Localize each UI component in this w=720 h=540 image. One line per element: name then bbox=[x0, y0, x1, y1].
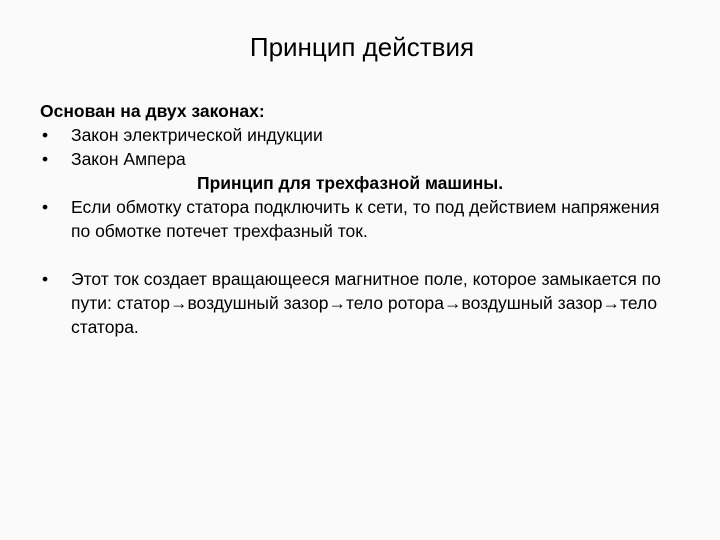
bullet-icon: • bbox=[42, 269, 49, 289]
bullet-icon: • bbox=[42, 197, 49, 217]
laws-list bbox=[40, 123, 680, 171]
slide-title: Принцип действия bbox=[249, 32, 475, 62]
list-item bbox=[40, 195, 680, 243]
law-text: Закон Ампера bbox=[71, 149, 186, 169]
laws-heading: Основан на двух законах: bbox=[40, 101, 265, 121]
three-phase-subheading: Принцип для трехфазной машины. bbox=[197, 173, 504, 193]
bullet-icon: • bbox=[42, 125, 49, 145]
point-text: Если обмотку статора подключить к сети, то под действием напряжения по обмотке потечет трехфазный ток. bbox=[71, 197, 660, 241]
bullet-icon: • bbox=[42, 149, 49, 169]
list-item bbox=[40, 267, 680, 339]
list-item bbox=[40, 147, 680, 171]
list-item bbox=[40, 123, 680, 147]
law-text: Закон электрической индукции bbox=[71, 125, 323, 145]
point-text: Этот ток создает вращающееся магнитное поле, которое замыкается по пути: статор→воздушный зазор→тело ротора→воздушный зазор→тело статора. bbox=[71, 269, 661, 337]
points-list bbox=[40, 195, 680, 339]
slide-content bbox=[40, 99, 680, 339]
